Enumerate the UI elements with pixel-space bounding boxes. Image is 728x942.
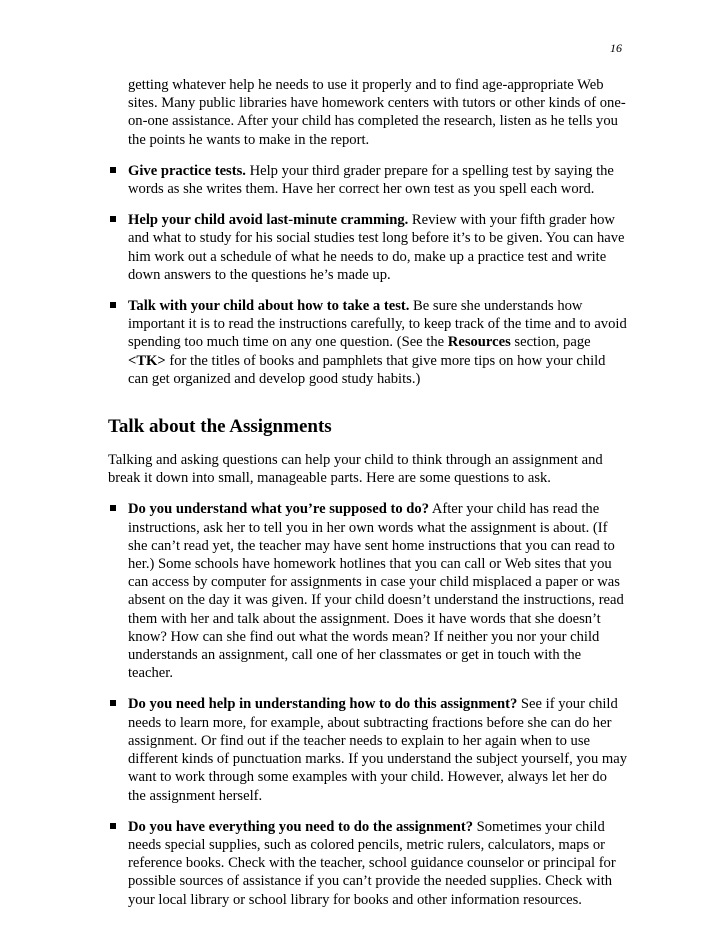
continued-paragraph: getting whatever help he needs to use it properly and to find age-appropriate Web sites. Many public libraries have homework centers with tutors or other kinds of one-on-one assistance. After your child has completed the research, listen as he tells you the points he wants to make in the report. [128,77,626,148]
tip-practice-tests [108,162,628,198]
tip-title: Talk with your child about how to take a test. [128,298,410,315]
tip-take-a-test [108,297,628,388]
question-have-everything [108,818,628,909]
tip-text: Review with your fifth grader how and what to study for his social studies test long before it’s to be given. You can have him work out a schedule of what he needs to do, make up a practice test and write down answers to the questions he’s made up. [128,212,625,283]
square-bullet-icon [110,505,116,511]
tip-title: Give practice tests. [128,162,246,179]
tip-text: Be sure she understands how important it is to read the instructions carefully, to keep track of the time and to avoid spending too much time on any one question. (See the [128,298,627,351]
question-text: See if your child needs to learn more, for example, about subtracting fractions before she can do her assignment. Or find out if the teacher needs to explain to her again when to use different kinds of punctuation marks. If you understand the subject yourself, you may want to work through some examples with your child. However, always let her do the assignment herself. [128,696,628,804]
square-bullet-icon [110,216,116,222]
resources-reference: Resources [447,334,511,351]
question-text: Sometimes your child needs special supplies, such as colored pencils, metric rulers, calculators, maps or reference books. Check with the teacher, school guidance counselor or principal for possible sources of assistance if you can’t provide the needed supplies. Check with your local library or school library for books and other information resources. [128,818,616,908]
square-bullet-icon [110,700,116,706]
page-placeholder: <TK> [128,352,166,369]
tip-text: Help your third grader prepare for a spelling test by saying the words as she writes them. Have her correct her own test as you spell each word. [128,162,614,198]
question-title: Do you need help in understanding how to do this assignment? [128,696,518,713]
section-heading: Talk about the Assignments [108,416,332,438]
question-text: After your child has read the instructions, ask her to tell you in her own words what the assignment is about. (If she can’t read yet, the teacher may have sent home instructions that you can read to her.) Some schools have homework hotlines that you can call or Web sites that you can access by computer for assignments in case your child misplaced a paper or was absent on the day it was given. If your child doesn’t understand the instructions, read them with her and talk about the assignment. Does it have words that she doesn’t know? How can she find out what the words mean? If neither you nor your child understands an assignment, call one of her classmates or get in touch with the teacher. [128,501,624,682]
tip-avoid-cramming [108,211,628,284]
document-body [108,76,628,922]
page-number: 16 [610,41,622,55]
section-intro: Talking and asking questions can help your child to think through an assignment and break it down into small, manageable parts. Here are some questions to ask. [108,452,603,487]
tip-text-end: for the titles of books and pamphlets that give more tips on how your child can get organized and develop good study habits.) [128,352,606,387]
square-bullet-icon [110,167,116,173]
question-need-help [108,695,628,804]
tip-title: Help your child avoid last-minute cramming. [128,212,409,229]
square-bullet-icon [110,823,116,829]
question-understand-task [108,500,628,682]
tip-text-after-reference: section, page [510,334,591,351]
question-title: Do you understand what you’re supposed to do? [128,501,429,518]
square-bullet-icon [110,302,116,308]
question-title: Do you have everything you need to do the assignment? [128,818,473,835]
